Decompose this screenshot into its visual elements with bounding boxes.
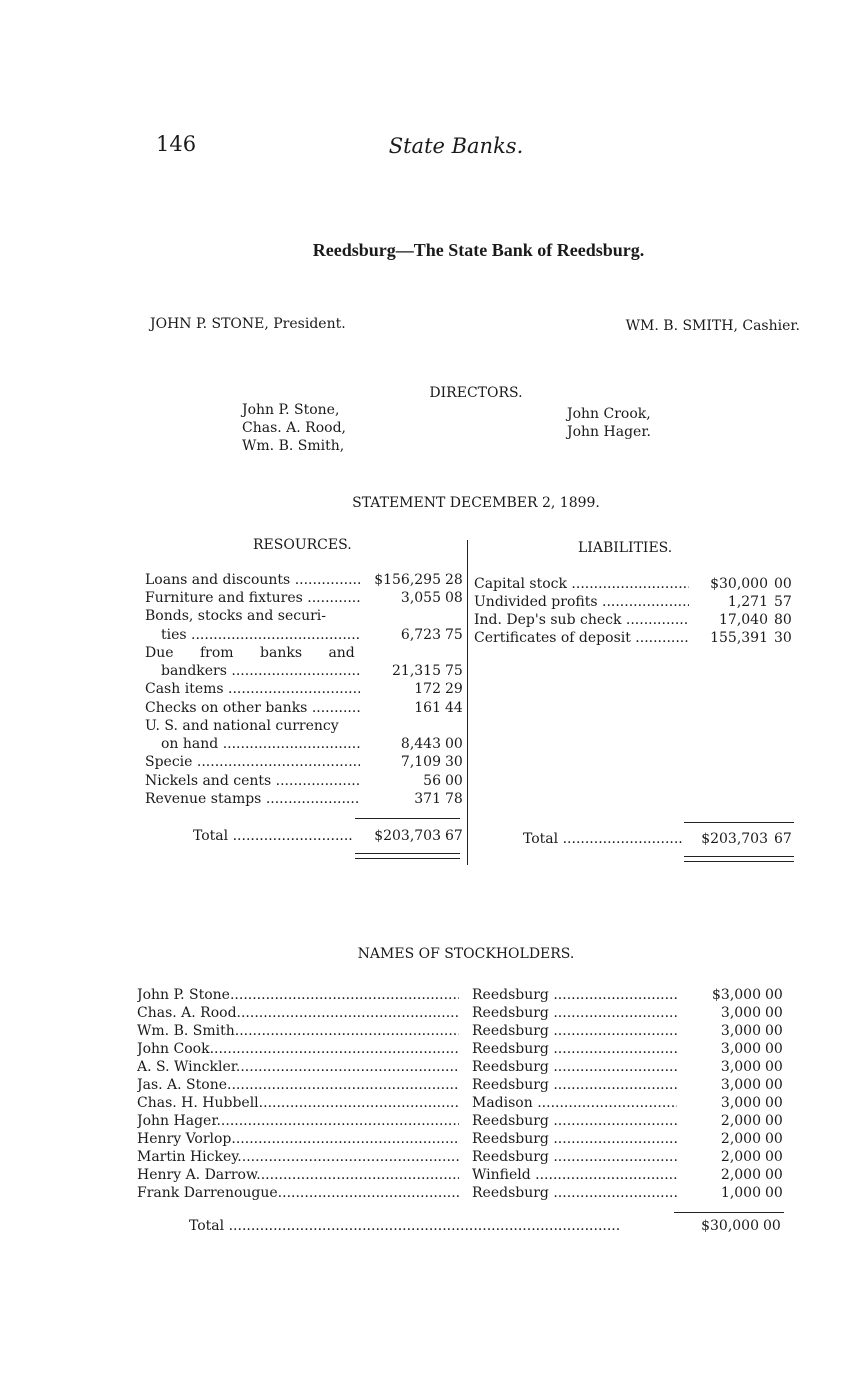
resource-dollars: 21,315 bbox=[392, 663, 441, 679]
resource-row bbox=[145, 772, 471, 790]
resource-label: U. S. and national currency bbox=[145, 718, 339, 734]
stockholder-dollars: 2,000 bbox=[720, 1131, 761, 1147]
liabilities-total-cents: 67 bbox=[774, 831, 792, 847]
director-name: John Hager. bbox=[567, 424, 651, 440]
stockholder-name: Jas. A. Stone ..... bbox=[137, 1076, 459, 1094]
resource-row bbox=[145, 680, 471, 698]
cashier-line: WM. B. SMITH, Cashier. bbox=[625, 318, 800, 334]
resource-dollars: 172 bbox=[414, 681, 441, 697]
stockholder-cents: 00 bbox=[765, 987, 783, 1003]
resource-dollars: 6,723 bbox=[400, 627, 441, 643]
running-title: State Banks. bbox=[388, 134, 524, 158]
liability-label: Undivided profits ..... bbox=[474, 593, 689, 611]
resource-row bbox=[145, 589, 471, 607]
resource-dollars: 7,109 bbox=[400, 754, 441, 770]
liability-label: Capital stock ..... bbox=[474, 575, 689, 593]
resource-label: Bonds, stocks and securi- bbox=[145, 608, 326, 624]
bank-title: Reedsburg—The State Bank of Reedsburg. bbox=[312, 240, 645, 260]
statement-heading: STATEMENT DECEMBER 2, 1899. bbox=[352, 495, 600, 511]
stockholder-row bbox=[137, 1130, 789, 1148]
stockholder-row bbox=[137, 1058, 789, 1076]
stockholder-dollars: 3,000 bbox=[720, 1041, 761, 1057]
stockholder-dollars: 2,000 bbox=[720, 1113, 761, 1129]
stockholder-town: Reedsburg ..... bbox=[472, 1148, 677, 1166]
stockholder-town: Reedsburg ..... bbox=[472, 1112, 677, 1130]
stockholder-cents: 00 bbox=[765, 1149, 783, 1165]
director-name: John P. Stone, bbox=[242, 402, 340, 418]
resource-cents: 75 bbox=[445, 627, 463, 643]
resource-row bbox=[145, 571, 471, 589]
resource-cents: 30 bbox=[445, 754, 463, 770]
stockholder-row bbox=[137, 1166, 789, 1184]
resource-cents: 28 bbox=[445, 572, 463, 588]
stockholder-town: Reedsburg ..... bbox=[472, 1184, 677, 1202]
stockholder-town: Madison ..... bbox=[472, 1094, 677, 1112]
stockholder-town: Reedsburg ..... bbox=[472, 1058, 677, 1076]
stockholder-row bbox=[137, 1112, 789, 1130]
liability-row bbox=[474, 593, 798, 611]
page-number: 146 bbox=[156, 132, 197, 156]
stockholder-town: Reedsburg ..... bbox=[472, 1076, 677, 1094]
resource-label: Specie ..... bbox=[145, 753, 360, 771]
resource-dollars: $156,295 bbox=[374, 572, 441, 588]
stockholder-row bbox=[137, 1004, 789, 1022]
stockholder-town: Winfield ..... bbox=[472, 1166, 677, 1184]
stockholder-town: Reedsburg ..... bbox=[472, 1130, 677, 1148]
liability-cents: 80 bbox=[774, 612, 792, 628]
stockholder-row bbox=[137, 1022, 789, 1040]
stockholder-row bbox=[137, 1040, 789, 1058]
stockholder-cents: 00 bbox=[765, 1113, 783, 1129]
stockholders-total-row bbox=[189, 1217, 787, 1235]
resource-row bbox=[145, 699, 471, 717]
stockholder-dollars: 3,000 bbox=[720, 1023, 761, 1039]
liabilities-total-double-rule bbox=[684, 856, 794, 862]
stockholder-dollars: 2,000 bbox=[720, 1167, 761, 1183]
resource-dollars: 56 bbox=[423, 773, 441, 789]
resource-dollars: 161 bbox=[414, 700, 441, 716]
resource-row bbox=[145, 790, 471, 808]
total-label: Total ..... bbox=[189, 1217, 679, 1235]
resource-label: ties ..... bbox=[161, 626, 360, 644]
stockholder-name: John Hager ..... bbox=[137, 1112, 459, 1130]
stockholder-cents: 00 bbox=[765, 1005, 783, 1021]
stockholder-name: A. S. Winckler ..... bbox=[137, 1058, 459, 1076]
stockholder-dollars: 1,000 bbox=[720, 1185, 761, 1201]
president-line: JOHN P. STONE, President. bbox=[150, 316, 346, 332]
stockholder-town: Reedsburg ..... bbox=[472, 1004, 677, 1022]
stockholder-town: Reedsburg ..... bbox=[472, 986, 677, 1004]
liabilities-total-rule bbox=[684, 822, 794, 823]
stockholder-dollars: $3,000 bbox=[712, 987, 761, 1003]
liability-dollars: 17,040 bbox=[719, 612, 768, 628]
resource-label: Due from banks and bbox=[145, 645, 355, 661]
stockholders-total-dollars: $30,000 bbox=[701, 1218, 759, 1234]
liability-dollars: 1,271 bbox=[727, 594, 768, 610]
resources-total-row bbox=[193, 827, 471, 845]
resource-cents: 78 bbox=[445, 791, 463, 807]
stockholders-total-rule bbox=[674, 1212, 784, 1213]
stockholder-row bbox=[137, 986, 789, 1004]
resource-row bbox=[145, 753, 471, 771]
resources-heading: RESOURCES. bbox=[253, 537, 352, 553]
liability-label: Ind. Dep's sub check ..... bbox=[474, 611, 689, 629]
stockholder-row bbox=[137, 1184, 789, 1202]
stockholders-heading: NAMES OF STOCKHOLDERS. bbox=[357, 946, 575, 962]
resource-row bbox=[145, 626, 471, 644]
resources-total-cents: 67 bbox=[445, 828, 463, 844]
liability-row bbox=[474, 629, 798, 647]
resource-label: on hand ..... bbox=[161, 735, 360, 753]
directors-right-column bbox=[567, 405, 651, 441]
stockholder-name: Henry A. Darrow ..... bbox=[137, 1166, 459, 1184]
stockholder-town: Reedsburg ..... bbox=[472, 1022, 677, 1040]
liability-cents: 30 bbox=[774, 630, 792, 646]
resource-label: Furniture and fixtures ..... bbox=[145, 589, 360, 607]
resource-row bbox=[145, 607, 471, 625]
stockholders-total-cents: 00 bbox=[763, 1218, 781, 1234]
stockholder-name: Martin Hickey ..... bbox=[137, 1148, 459, 1166]
stockholder-row bbox=[137, 1148, 789, 1166]
directors-heading: DIRECTORS. bbox=[429, 385, 523, 401]
stockholder-dollars: 3,000 bbox=[720, 1095, 761, 1111]
liabilities-heading: LIABILITIES. bbox=[578, 540, 673, 556]
resource-cents: 44 bbox=[445, 700, 463, 716]
stockholder-name: Henry Vorlop ..... bbox=[137, 1130, 459, 1148]
resource-dollars: 8,443 bbox=[400, 736, 441, 752]
resource-label: Checks on other banks ..... bbox=[145, 699, 360, 717]
resource-label: Nickels and cents ..... bbox=[145, 772, 360, 790]
stockholder-dollars: 2,000 bbox=[720, 1149, 761, 1165]
liability-label: Certificates of deposit ..... bbox=[474, 629, 689, 647]
stockholder-name: John Cook ..... bbox=[137, 1040, 459, 1058]
resource-row bbox=[145, 735, 471, 753]
liabilities-total-dollars: $203,703 bbox=[701, 831, 768, 847]
stockholder-name: Frank Darrenougue ..... bbox=[137, 1184, 459, 1202]
stockholder-row bbox=[137, 1076, 789, 1094]
resource-cents: 00 bbox=[445, 773, 463, 789]
liability-cents: 57 bbox=[774, 594, 792, 610]
stockholder-name: John P. Stone ..... bbox=[137, 986, 459, 1004]
stockholder-row bbox=[137, 1094, 789, 1112]
resource-label: bandkers ..... bbox=[161, 662, 360, 680]
director-name: Wm. B. Smith, bbox=[242, 438, 345, 454]
stockholder-cents: 00 bbox=[765, 1131, 783, 1147]
resource-cents: 29 bbox=[445, 681, 463, 697]
resources-total-double-rule bbox=[355, 853, 460, 859]
stockholder-cents: 00 bbox=[765, 1095, 783, 1111]
stockholder-dollars: 3,000 bbox=[720, 1077, 761, 1093]
total-label: Total ..... bbox=[523, 830, 683, 848]
stockholder-cents: 00 bbox=[765, 1059, 783, 1075]
resource-dollars: 371 bbox=[414, 791, 441, 807]
resource-label: Revenue stamps ..... bbox=[145, 790, 360, 808]
stockholder-name: Chas. A. Rood ..... bbox=[137, 1004, 459, 1022]
directors-left-column bbox=[242, 401, 346, 455]
resource-row bbox=[145, 717, 471, 735]
director-name: Chas. A. Rood, bbox=[242, 420, 346, 436]
resources-total-rule bbox=[355, 818, 460, 819]
resource-cents: 75 bbox=[445, 663, 463, 679]
liability-dollars: $30,000 bbox=[710, 576, 768, 592]
stockholder-name: Chas. H. Hubbell ..... bbox=[137, 1094, 459, 1112]
liabilities-total-row bbox=[523, 830, 798, 848]
stockholder-cents: 00 bbox=[765, 1167, 783, 1183]
resource-dollars: 3,055 bbox=[400, 590, 441, 606]
stockholder-name: Wm. B. Smith ..... bbox=[137, 1022, 459, 1040]
total-label: Total ..... bbox=[193, 827, 353, 845]
stockholder-dollars: 3,000 bbox=[720, 1005, 761, 1021]
resource-row bbox=[145, 662, 471, 680]
resource-label: Cash items ..... bbox=[145, 680, 360, 698]
liability-cents: 00 bbox=[774, 576, 792, 592]
stockholder-cents: 00 bbox=[765, 1023, 783, 1039]
liability-dollars: 155,391 bbox=[710, 630, 768, 646]
stockholder-dollars: 3,000 bbox=[720, 1059, 761, 1075]
resource-label: Loans and discounts ..... bbox=[145, 571, 360, 589]
resource-cents: 08 bbox=[445, 590, 463, 606]
director-name: John Crook, bbox=[567, 406, 651, 422]
liability-row bbox=[474, 575, 798, 593]
stockholder-town: Reedsburg ..... bbox=[472, 1040, 677, 1058]
resource-cents: 00 bbox=[445, 736, 463, 752]
stockholder-cents: 00 bbox=[765, 1185, 783, 1201]
liability-row bbox=[474, 611, 798, 629]
stockholder-cents: 00 bbox=[765, 1077, 783, 1093]
stockholder-cents: 00 bbox=[765, 1041, 783, 1057]
resource-row bbox=[145, 644, 471, 662]
resources-total-dollars: $203,703 bbox=[374, 828, 441, 844]
